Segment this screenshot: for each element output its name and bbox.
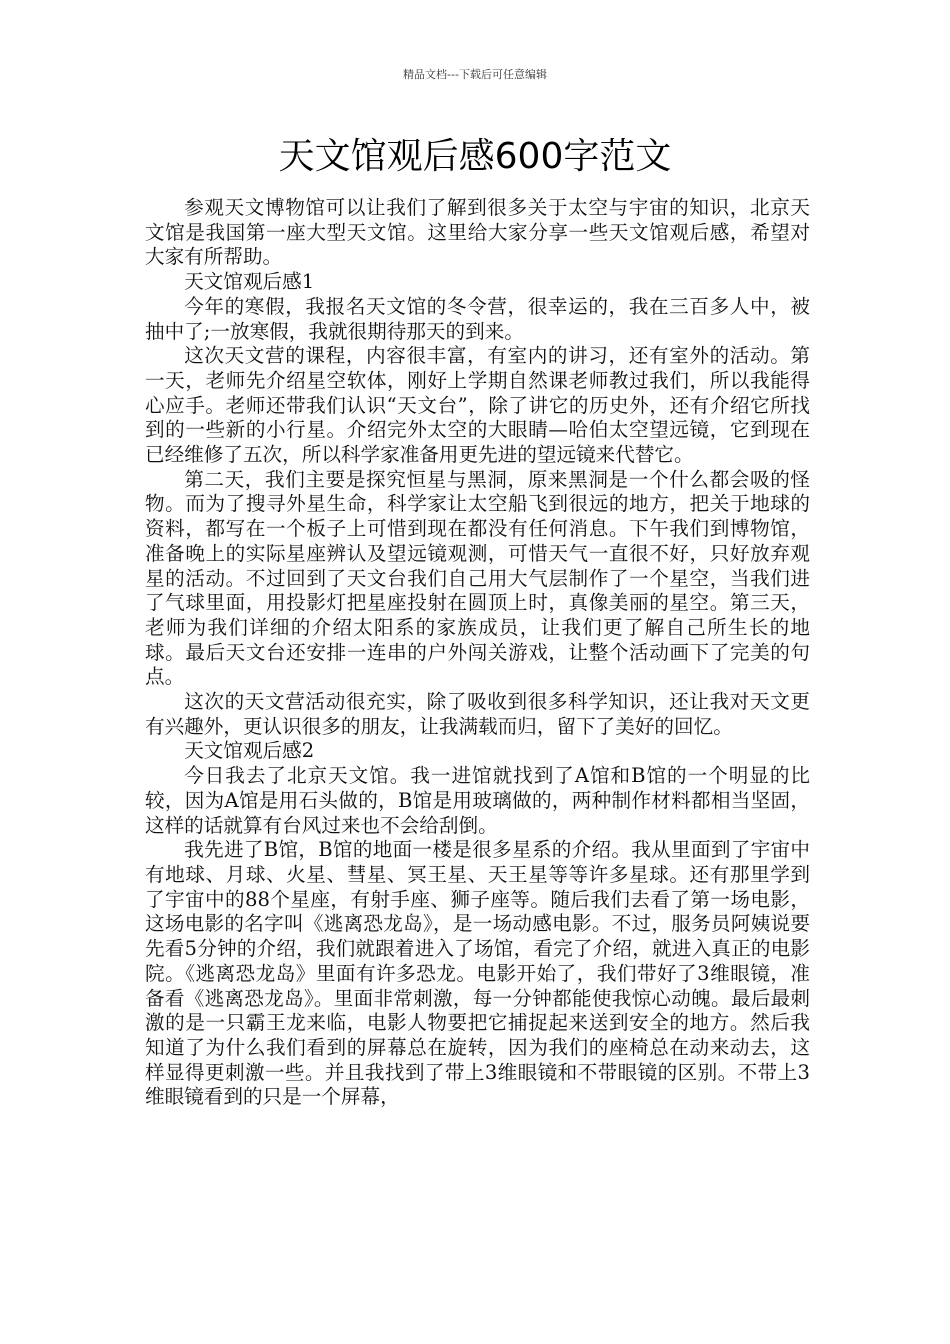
body-paragraph: 第二天，我们主要是探究恒星与黑洞，原来黑洞是一个什么都会吸的怪物。而为了搜寻外星生命，科学家让太空船飞到很远的地方，把关于地球的资料，都写在一个板子上可惜到现在都没有任何消息。下午我们到博物馆，准备晚上的实际星座辨认及望远镜观测，可惜天气一直很不好，只好放弃观星的活动。不过回到了天文台我们自己用大气层制作了一个星空，当我们进了气球里面，用投影灯把星座投射在圆顶上时，真像美丽的星空。第三天，老师为我们详细的介绍太阳系的家族成员，让我们更了解自己所生长的地球。最后天文台还安排一连串的户外闯关游戏，让整个活动画下了完美的句点。 — [145, 467, 810, 689]
body-paragraph: 今日我去了北京天文馆。我一进馆就找到了A馆和B馆的一个明显的比较，因为A馆是用石头做的，B馆是用玻璃做的，两种制作材料都相当坚固，这样的话就算有台风过来也不会给刮倒。 — [145, 764, 810, 837]
body-paragraph: 这次的天文营活动很充实，除了吸收到很多科学知识，还让我对天文更有兴趣外，更认识很多的朋友，让我满载而归，留下了美好的回忆。 — [145, 690, 810, 738]
body-paragraph: 今年的寒假，我报名天文馆的冬令营，很幸运的，我在三百多人中，被抽中了;一放寒假，我就很期待那天的到来。 — [145, 294, 810, 343]
body-paragraph: 这次天文营的课程，内容很丰富，有室内的讲习，还有室外的活动。第一天，老师先介绍星空软体，刚好上学期自然课老师教过我们，所以我能得心应手。老师还带我们认识“天文台”，除了讲它的历史外，还有介绍它所找到的一些新的小行星。介绍完外太空的大眼睛—哈伯太空望远镜，它到现在已经维修了五次，所以科学家准备用更先进的望远镜来代替它。 — [145, 344, 810, 467]
document-body — [145, 196, 810, 1110]
body-paragraph: 我先进了B馆，B馆的地面一楼是很多星系的介绍。我从里面到了宇宙中有地球、月球、火星、彗星、冥王星、天王星等等许多星球。还有那里学到了宇宙中的88个星座，有射手座、狮子座等。随后我们去看了第一场电影，这场电影的名字叫《逃离恐龙岛》，是一场动感电影。不过，服务员阿姨说要先看5分钟的介绍，我们就跟着进入了场馆，看完了介绍，就进入真正的电影院。《逃离恐龙岛》里面有许多恐龙。电影开始了，我们带好了3维眼镜，准备看《逃离恐龙岛》。里面非常刺激，每一分钟都能使我惊心动魄。最后最刺激的是一只霸王龙来临，电影人物要把它捕捉起来送到安全的地方。然后我知道了为什么我们看到的屏幕总在旋转，因为我们的座椅总在动来动去，这样显得更刺激一些。并且我找到了带上3维眼镜和不带眼镜的区别。不带上3维眼镜看到的只是一个屏幕， — [145, 838, 810, 1109]
intro-paragraph: 参观天文博物馆可以让我们了解到很多关于太空与宇宙的知识，北京天文馆是我国第一座大型天文馆。这里给大家分享一些天文馆观后感，希望对大家有所帮助。 — [145, 196, 810, 269]
page-header-note: 精品文档---下载后可任意编辑 — [403, 68, 547, 81]
section-heading-2: 天文馆观后感2 — [184, 739, 315, 763]
section-heading-1: 天文馆观后感1 — [184, 270, 315, 294]
document-title: 天文馆观后感600字范文 — [278, 136, 672, 177]
